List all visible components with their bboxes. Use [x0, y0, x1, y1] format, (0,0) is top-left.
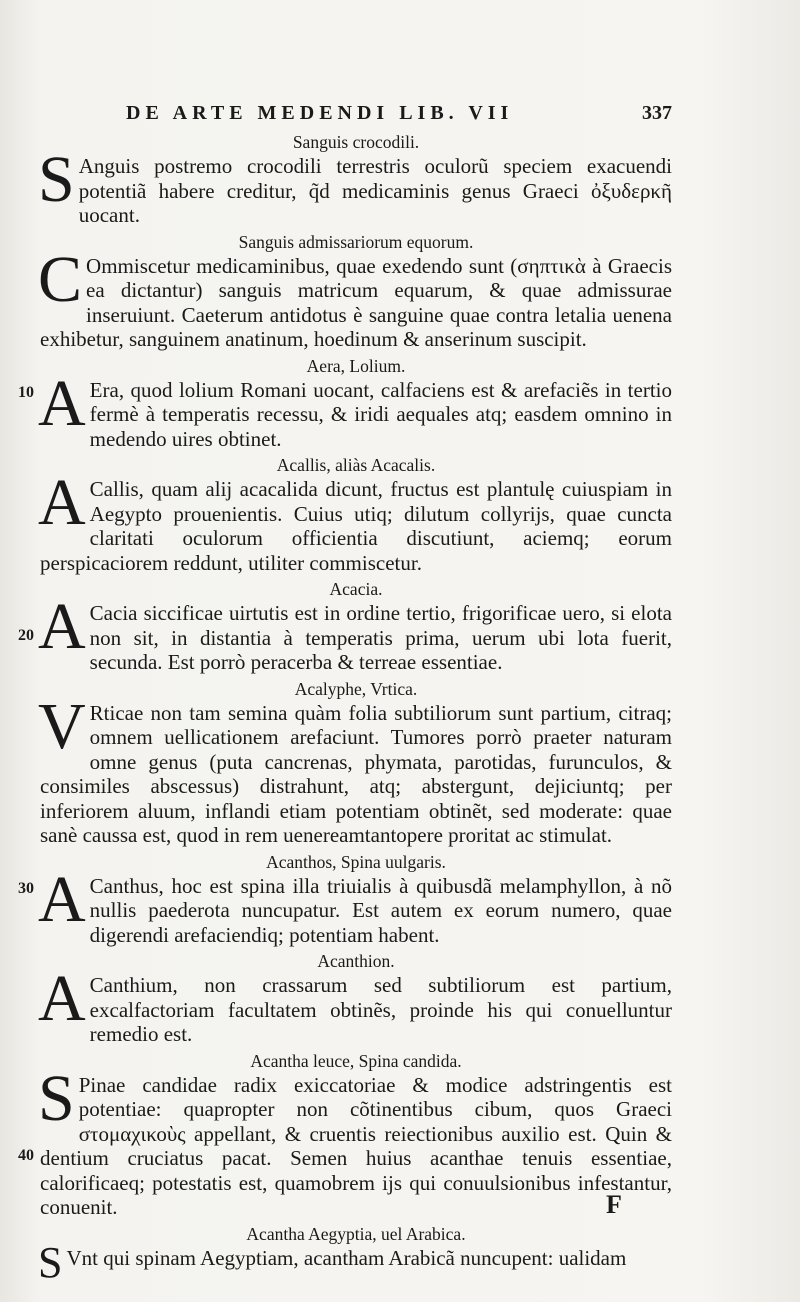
- page-header: [126, 102, 672, 132]
- entry: [40, 230, 672, 352]
- line-number: 10: [18, 383, 34, 401]
- entry: [18, 850, 672, 948]
- entry-title: Sanguis crocodili.: [292, 132, 420, 152]
- entry: [18, 1049, 672, 1220]
- running-head: DE ARTE MEDENDI LIB. VII: [126, 102, 514, 124]
- drop-cap: C: [38, 242, 83, 316]
- entry-title: Acacia.: [329, 579, 383, 599]
- drop-cap: A: [38, 962, 86, 1035]
- entry: [40, 130, 672, 228]
- entry: [40, 453, 672, 575]
- entry: [40, 677, 672, 848]
- entry-text: S Pinae candidae radix exiccatoriae & modice adstringentis est potentiae: quapropter non cõtinentibus cibum, quos Graeci στομαχικοὺς appellant, & cruentis reiectionibus auxilio est. Quin & dentium cruciatus pacat. Semen huius acanthae tenuis essentiae, calorificaeq; potestatis est, quamobrem ijs qui conuulsionibus infestantur, conuenit.: [38, 1061, 672, 1219]
- entry-title: Acanthos, Spina uulgaris.: [266, 851, 446, 872]
- drop-cap: A: [38, 366, 86, 440]
- entry-title: Aera, Lolium.: [306, 355, 406, 376]
- drop-cap: S: [38, 1061, 75, 1135]
- drop-cap: A: [38, 466, 86, 539]
- entry-text: A Era, quod lolium Romani uocant, calfaciens est & arefaciẽs in tertio fermè à temperatis recessu, & iridi aequales atq; easdem omnino in medendo uires obtinet.: [38, 366, 672, 451]
- line-number: 20: [18, 627, 34, 644]
- entry-text: A Callis, quam alij acacalida dicunt, fructus est plantulę cuiuspiam in Aegypto prouenientis. Cuius utiq; dilutum collyrijs, quae cuncta claritati oculorum officientia discutiunt, aciemq; eorum perspicaciorem reddunt, utiliter commiscetur.: [38, 466, 672, 575]
- line-number: 40: [18, 1146, 34, 1164]
- drop-cap: A: [38, 590, 86, 663]
- page-number: 337: [642, 102, 672, 124]
- entry-title: Sanguis admissariorum equorum.: [238, 231, 474, 252]
- line-number: 30: [18, 879, 34, 897]
- entry-title: Acalyphe, Vrtica.: [294, 678, 418, 699]
- entry: [18, 354, 672, 452]
- entry-text: A Canthium, non crassarum sed subtiliorum est partium, excalfactoriam facultatem obtinẽs, proinde his qui conuelluntur remedio est.: [38, 962, 672, 1046]
- page-body: [18, 130, 672, 1287]
- drop-cap: V: [38, 689, 86, 763]
- entry-text: V Rticae non tam semina quàm folia subtiliorum sunt partium, citraq; omnem uellicationem arefaciunt. Tumores porrò praeter naturam omne genus (puta cancrenas, phymata, parotidas, furunculos, & consimiles abscessus) distrahunt, atq; abstergunt, dejiciuntq; per inferiorem aluum, inflandi etiam potentiam obtinẽt, sed moderate: quae sanè caussa est, quod in rem uenereamtantopere proritat ac stimulat.: [38, 689, 672, 847]
- entry: [40, 949, 672, 1047]
- entry-text: C Ommiscetur medicaminibus, quae exedendo sunt (σηπτικὰ à Graecis ea dictantur) sanguis matricum equarum, & quae admissurae inseruiunt. Caeterum antidotus è sanguine quae contra letalia uenena exhibetur, sanguinem anatinum, hoedinum & anserinum suscipit.: [38, 242, 672, 351]
- drop-cap: S: [38, 1237, 63, 1287]
- entry-text: A Canthus, hoc est spina illa triuialis à quibusdã melamphyllon, à nõ nullis paederota nuncupatur. Est autem ex eorum numero, quae digerendi arefaciendiq; potentiam habent.: [38, 862, 672, 947]
- entry-title: Acantha leuce, Spina candida.: [250, 1050, 462, 1071]
- entry-title: Acantha Aegyptia, uel Arabica.: [246, 1223, 466, 1244]
- drop-cap: A: [38, 862, 86, 936]
- entry-title: Acanthion.: [317, 951, 395, 971]
- entry-text: S Anguis postremo crocodili terrestris oculorũ speciem exacuendi potentiã habere creditur, q̃d medicaminis genus Graeci ὀξυδερκῆ uocant.: [38, 143, 672, 227]
- signature-mark: F: [606, 1190, 622, 1219]
- entry-text: A Cacia siccificae uirtutis est in ordine tertio, frigorificae uero, si elota non sit, in distantia à temperatis prima, uerum ubi lota fuerit, secunda. Est porrò peracerba & terreae essentiae.: [38, 590, 672, 674]
- entry-title: Acallis, aliàs Acacalis.: [276, 455, 436, 475]
- entry-text: S Vnt qui spinam Aegyptiam, acantham Arabicã nuncupent: ualidam: [38, 1237, 627, 1287]
- entry: [18, 577, 672, 675]
- drop-cap: S: [38, 143, 75, 216]
- entry: [38, 1222, 672, 1287]
